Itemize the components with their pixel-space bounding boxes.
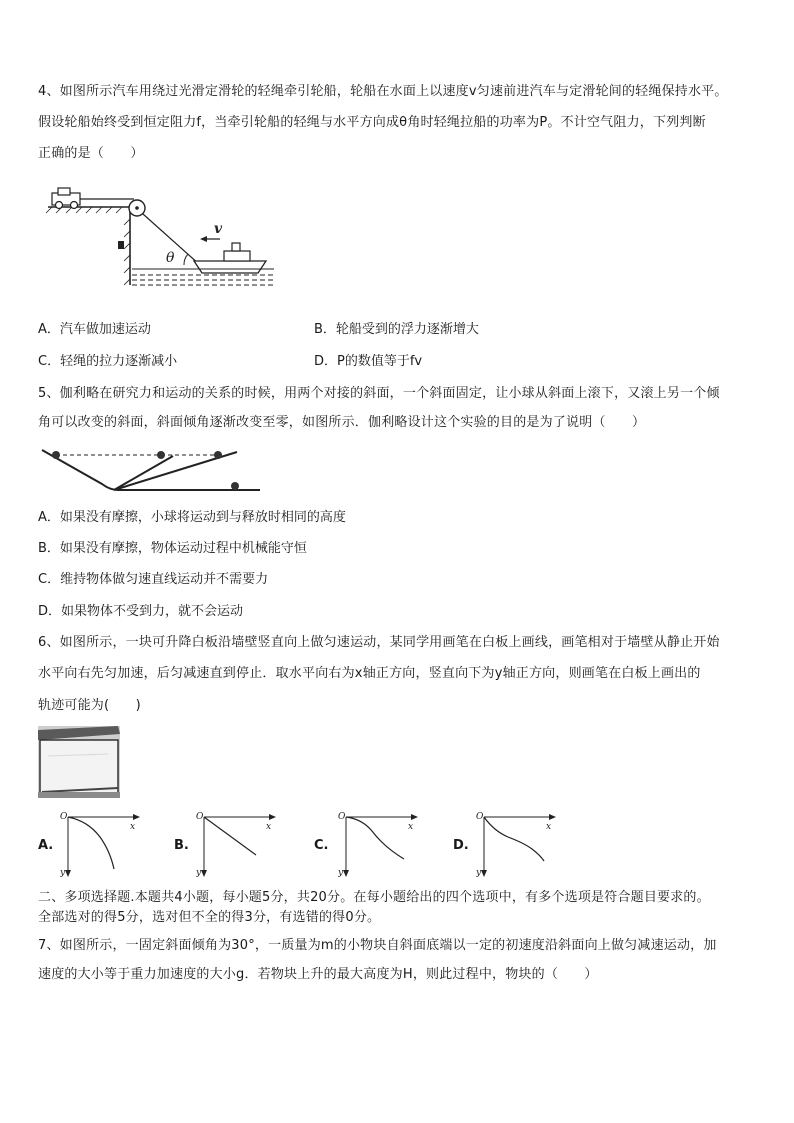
- svg-text:O: O: [338, 812, 346, 822]
- ship-icon: [194, 261, 266, 273]
- q4-car-pulley-ship-figure: [44, 185, 274, 295]
- q4-option-d[interactable]: D．P的数值等于fv: [314, 354, 423, 369]
- svg-text:O: O: [476, 812, 484, 822]
- q5-option-c[interactable]: C．维持物体做匀速直线运动并不需要力: [38, 572, 269, 587]
- svg-text:O: O: [60, 812, 68, 822]
- svg-text:y: y: [476, 868, 482, 877]
- q6-option-d-label[interactable]: D.: [453, 838, 469, 853]
- q5-stem-line-1: 5、伽利略在研究力和运动的关系的时候，用两个对接的斜面，一个斜面固定，让小球从斜面上滚下，又滚上另一个倾: [38, 386, 720, 401]
- svg-text:x: x: [130, 822, 136, 832]
- q6-whiteboard-photo: [38, 726, 120, 798]
- q6-option-b-graph[interactable]: [196, 809, 278, 877]
- q6-option-c-graph[interactable]: [338, 809, 420, 877]
- q4-option-a[interactable]: A．汽车做加速运动: [38, 322, 151, 337]
- q5-inclined-planes-figure: [38, 444, 263, 500]
- svg-text:x: x: [546, 822, 552, 832]
- q4-option-b[interactable]: B．轮船受到的浮力逐渐增大: [314, 322, 479, 337]
- q4-option-c[interactable]: C．轻绳的拉力逐渐减小: [38, 354, 178, 369]
- q6-stem-line-3: 轨迹可能为( ): [38, 698, 141, 713]
- svg-text:x: x: [408, 822, 414, 832]
- section2-heading-line-1: 二、多项选择题.本题共4小题，每小题5分，共20分。在每小题给出的四个选项中，有多个选项是符合题目要求的。: [38, 890, 710, 905]
- q6-option-d-graph[interactable]: [476, 809, 558, 877]
- q4-stem-line-2: 假设轮船始终受到恒定阻力f，当牵引轮船的轻绳与水平方向成θ角时轻绳拉船的功率为P。不计空气阻力，下列判断: [38, 115, 706, 130]
- q5-option-d[interactable]: D．如果物体不受到力，就不会运动: [38, 604, 244, 619]
- q5-option-a[interactable]: A．如果没有摩擦，小球将运动到与释放时相同的高度: [38, 510, 346, 525]
- svg-text:y: y: [60, 868, 66, 877]
- q4-stem-line-1: 4、如图所示汽车用绕过光滑定滑轮的轻绳牵引轮船，轮船在水面上以速度v匀速前进汽车与定滑轮间的轻绳保持水平。: [38, 84, 728, 99]
- q6-option-c-label[interactable]: C.: [314, 838, 329, 853]
- q6-stem-line-1: 6、如图所示，一块可升降白板沿墙壁竖直向上做匀速运动，某同学用画笔在白板上画线，画笔相对于墙壁从静止开始: [38, 635, 720, 650]
- section2-heading-line-2: 全部选对的得5分，选对但不全的得3分，有选错的得0分。: [38, 910, 381, 925]
- svg-text:x: x: [266, 822, 272, 832]
- svg-text:y: y: [338, 868, 344, 877]
- q6-option-a-label[interactable]: A.: [38, 838, 54, 853]
- q5-option-b[interactable]: B．如果没有摩擦，物体运动过程中机械能守恒: [38, 541, 307, 556]
- theta-label: θ: [166, 250, 175, 266]
- q7-stem-line-2: 速度的大小等于重力加速度的大小g．若物块上升的最大高度为H，则此过程中，物块的（ ）: [38, 967, 598, 982]
- q6-option-b-label[interactable]: B.: [174, 838, 189, 853]
- svg-text:O: O: [196, 812, 204, 822]
- q7-stem-line-1: 7、如图所示，一固定斜面倾角为30°，一质量为m的小物块自斜面底端以一定的初速度沿斜面向上做匀减速运动，加: [38, 938, 717, 953]
- q4-stem-line-3: 正确的是（ ）: [38, 146, 144, 161]
- velocity-label: v: [214, 221, 223, 237]
- svg-text:y: y: [196, 868, 202, 877]
- q6-stem-line-2: 水平向右先匀加速，后匀减速直到停止．取水平向右为x轴正方向，竖直向下为y轴正方向，则画笔在白板上画出的: [38, 666, 701, 681]
- q5-stem-line-2: 角可以改变的斜面，斜面倾角逐渐改变至零，如图所示．伽利略设计这个实验的目的是为了说明（ ）: [38, 415, 646, 430]
- q6-option-a-graph[interactable]: [60, 809, 142, 877]
